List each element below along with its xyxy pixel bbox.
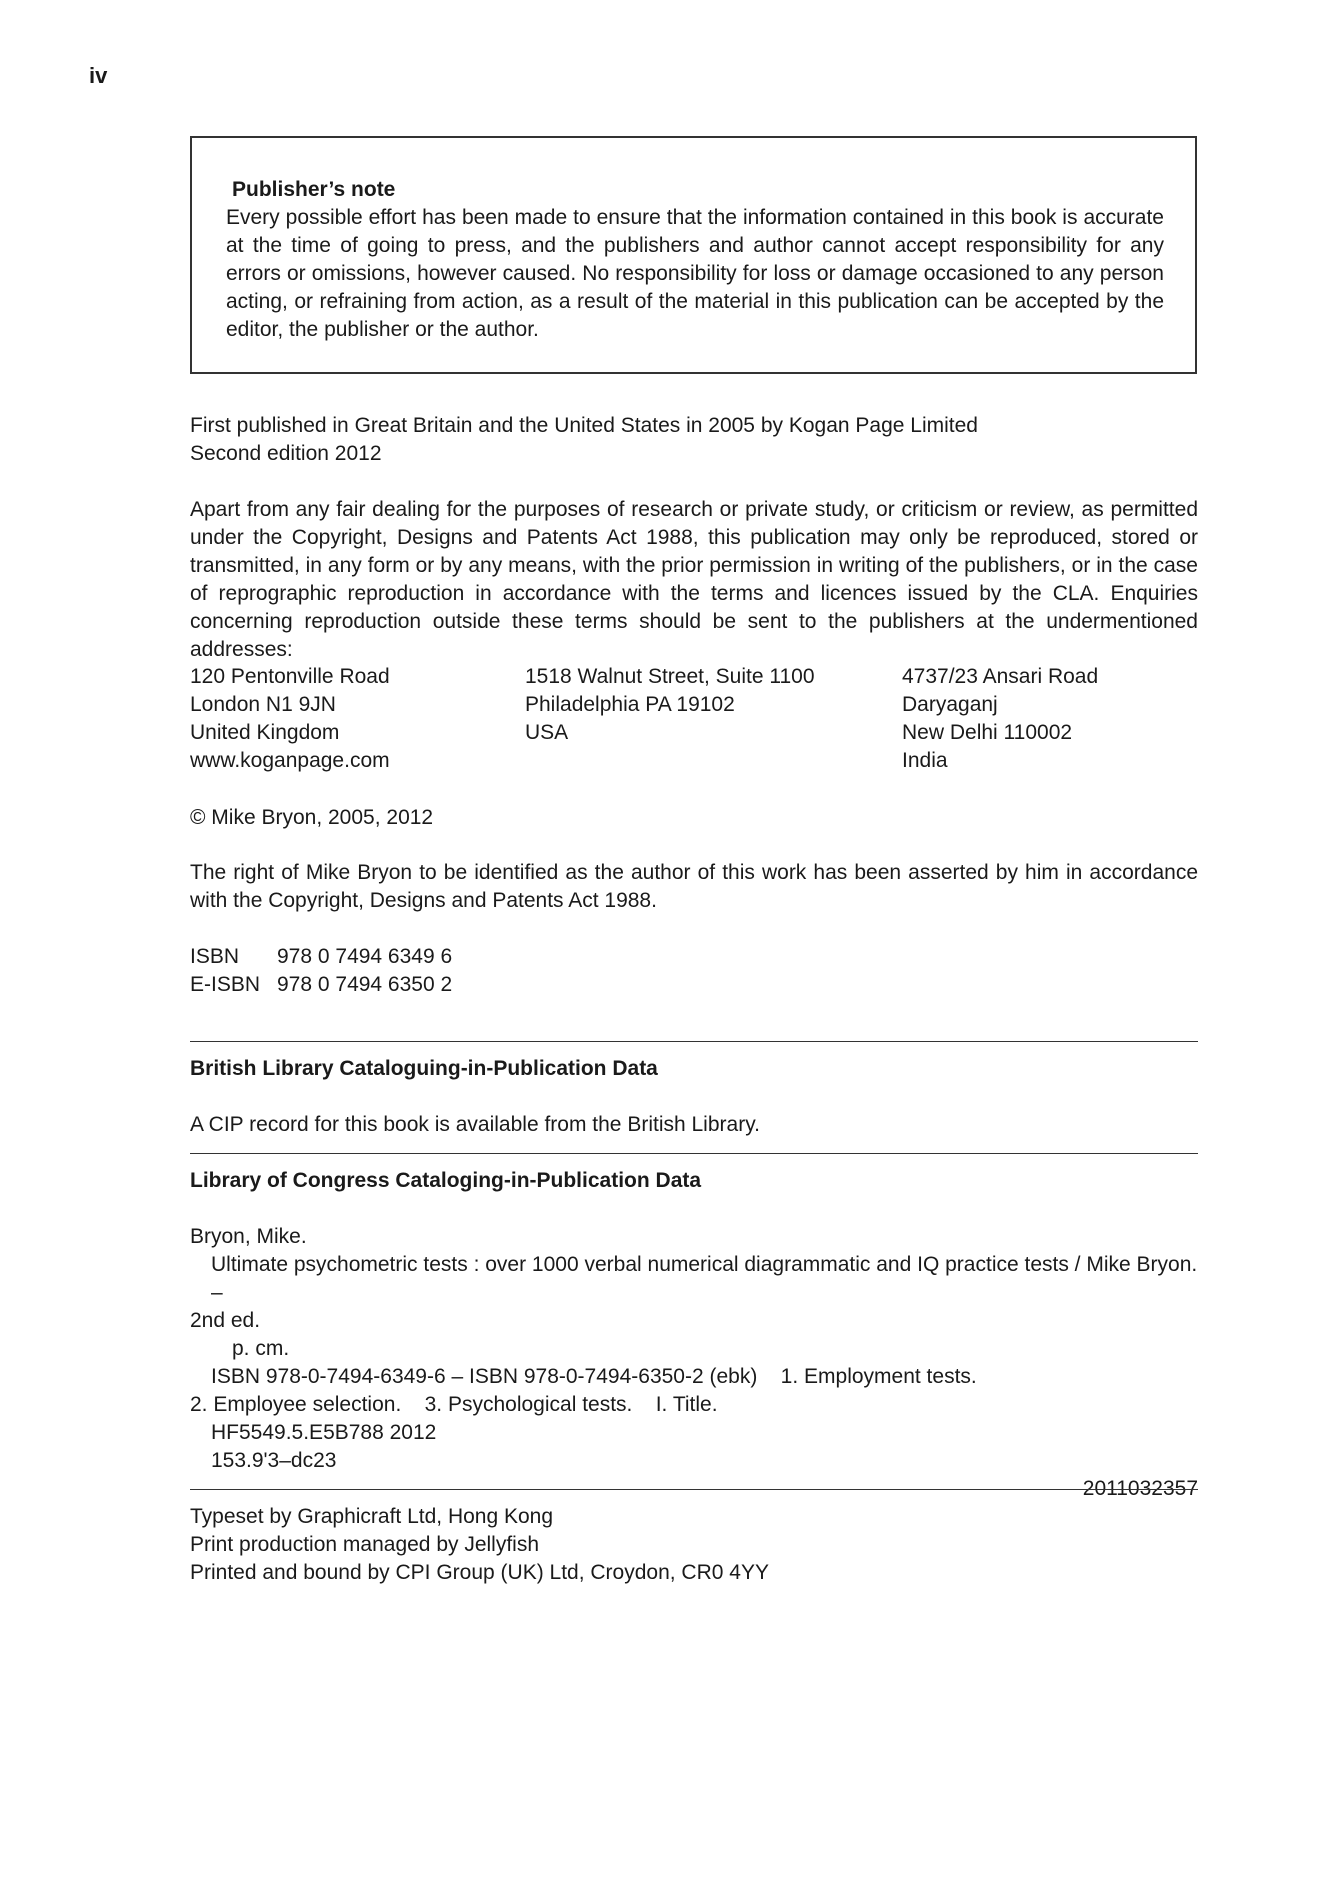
address-usa [525, 663, 815, 747]
divider [190, 1041, 1198, 1042]
publishers-note-title: Publisher’s note [232, 178, 396, 201]
british-library-heading: British Library Cataloguing-in-Publication Data [190, 1057, 658, 1080]
publishers-note-box [190, 136, 1197, 374]
address-line: 4737/23 Ansari Road [902, 665, 1099, 688]
loc-title-continued: 2nd ed. [190, 1309, 261, 1332]
address-line: Philadelphia PA 19102 [525, 693, 735, 716]
moral-rights-statement: The right of Mike Bryon to be identified as the author of this work has been asserted by him in accordance with the Copyright, Designs and Patents Act 1988. [190, 861, 1198, 912]
edition-line: Second edition 2012 [190, 442, 382, 465]
copyright-line: © Mike Bryon, 2005, 2012 [190, 806, 434, 829]
divider [190, 1153, 1198, 1154]
copyright-notice: Apart from any fair dealing for the purposes of research or private study, or criticism or review, as permitted under the Copyright, Designs and Patents Act 1988, this publication may only be reproduced, stored or transmitted, in any form or by any means, with the prior permission in writing of the publishers, or in the case of reprographic reproduction in accordance with the terms and licences issued by the CLA. Enquiries concerning reproduction outside these terms should be sent to the publishers at the undermentioned addresses: [190, 498, 1198, 661]
page-folio: iv [89, 63, 108, 88]
loc-control-number: 2011032357 [1082, 1477, 1198, 1500]
address-line: India [902, 749, 948, 772]
address-india [902, 663, 1098, 775]
isbn-label: E-ISBN [190, 973, 261, 996]
typesetter-line: Typeset by Graphicraft Ltd, Hong Kong [190, 1505, 554, 1528]
address-line: Daryaganj [902, 693, 998, 716]
address-line: New Delhi 110002 [902, 721, 1073, 744]
loc-class-number: HF5549.5.E5B788 2012 [211, 1421, 437, 1444]
isbn-value: 978 0 7494 6350 2 [277, 973, 453, 996]
loc-author: Bryon, Mike. [190, 1225, 307, 1248]
printer-line: Printed and bound by CPI Group (UK) Ltd, Croydon, CR0 4YY [190, 1561, 769, 1584]
loc-title: Ultimate psychometric tests : over 1000 verbal numerical diagrammatic and IQ practice tests / Mike Bryon. – [211, 1253, 1198, 1304]
divider [190, 1489, 1198, 1490]
loc-pages: p. cm. [232, 1337, 290, 1360]
publication-history [190, 412, 1198, 468]
loc-subjects-continued: 2. Employee selection. 3. Psychological tests. I. Title. [190, 1393, 718, 1416]
first-published-line: First published in Great Britain and the United States in 2005 by Kogan Page Limited [190, 414, 978, 437]
address-uk [190, 663, 390, 775]
address-line: United Kingdom [190, 721, 340, 744]
isbn-row [190, 943, 1198, 971]
address-line: London N1 9JN [190, 693, 336, 716]
loc-subjects: ISBN 978-0-7494-6349-6 – ISBN 978-0-7494-6350-2 (ebk) 1. Employment tests. [211, 1365, 977, 1388]
address-line: USA [525, 721, 569, 744]
publishers-note-body: Every possible effort has been made to ensure that the information contained in this book is accurate at the time of going to press, and the publishers and author cannot accept responsibility for any errors or omissions, however caused. No responsibility for loss or damage occasioned to any person acting, or refraining from action, as a result of the material in this publication can be accepted by the editor, the publisher or the author. [226, 206, 1164, 341]
british-library-text: A CIP record for this book is available from the British Library. [190, 1113, 760, 1136]
loc-dewey-number: 153.9'3–dc23 [211, 1449, 337, 1472]
isbn-row [190, 971, 1198, 999]
loc-heading: Library of Congress Cataloging-in-Publication Data [190, 1169, 702, 1192]
loc-record [190, 1223, 1198, 1503]
isbn-label: ISBN [190, 945, 240, 968]
address-line: 1518 Walnut Street, Suite 1100 [525, 665, 815, 688]
address-line: 120 Pentonville Road [190, 665, 390, 688]
isbn-list [190, 943, 1198, 999]
website-link[interactable]: www.koganpage.com [190, 749, 390, 772]
production-credits [190, 1503, 1198, 1587]
isbn-value: 978 0 7494 6349 6 [277, 945, 453, 968]
print-production-line: Print production managed by Jellyfish [190, 1533, 540, 1556]
